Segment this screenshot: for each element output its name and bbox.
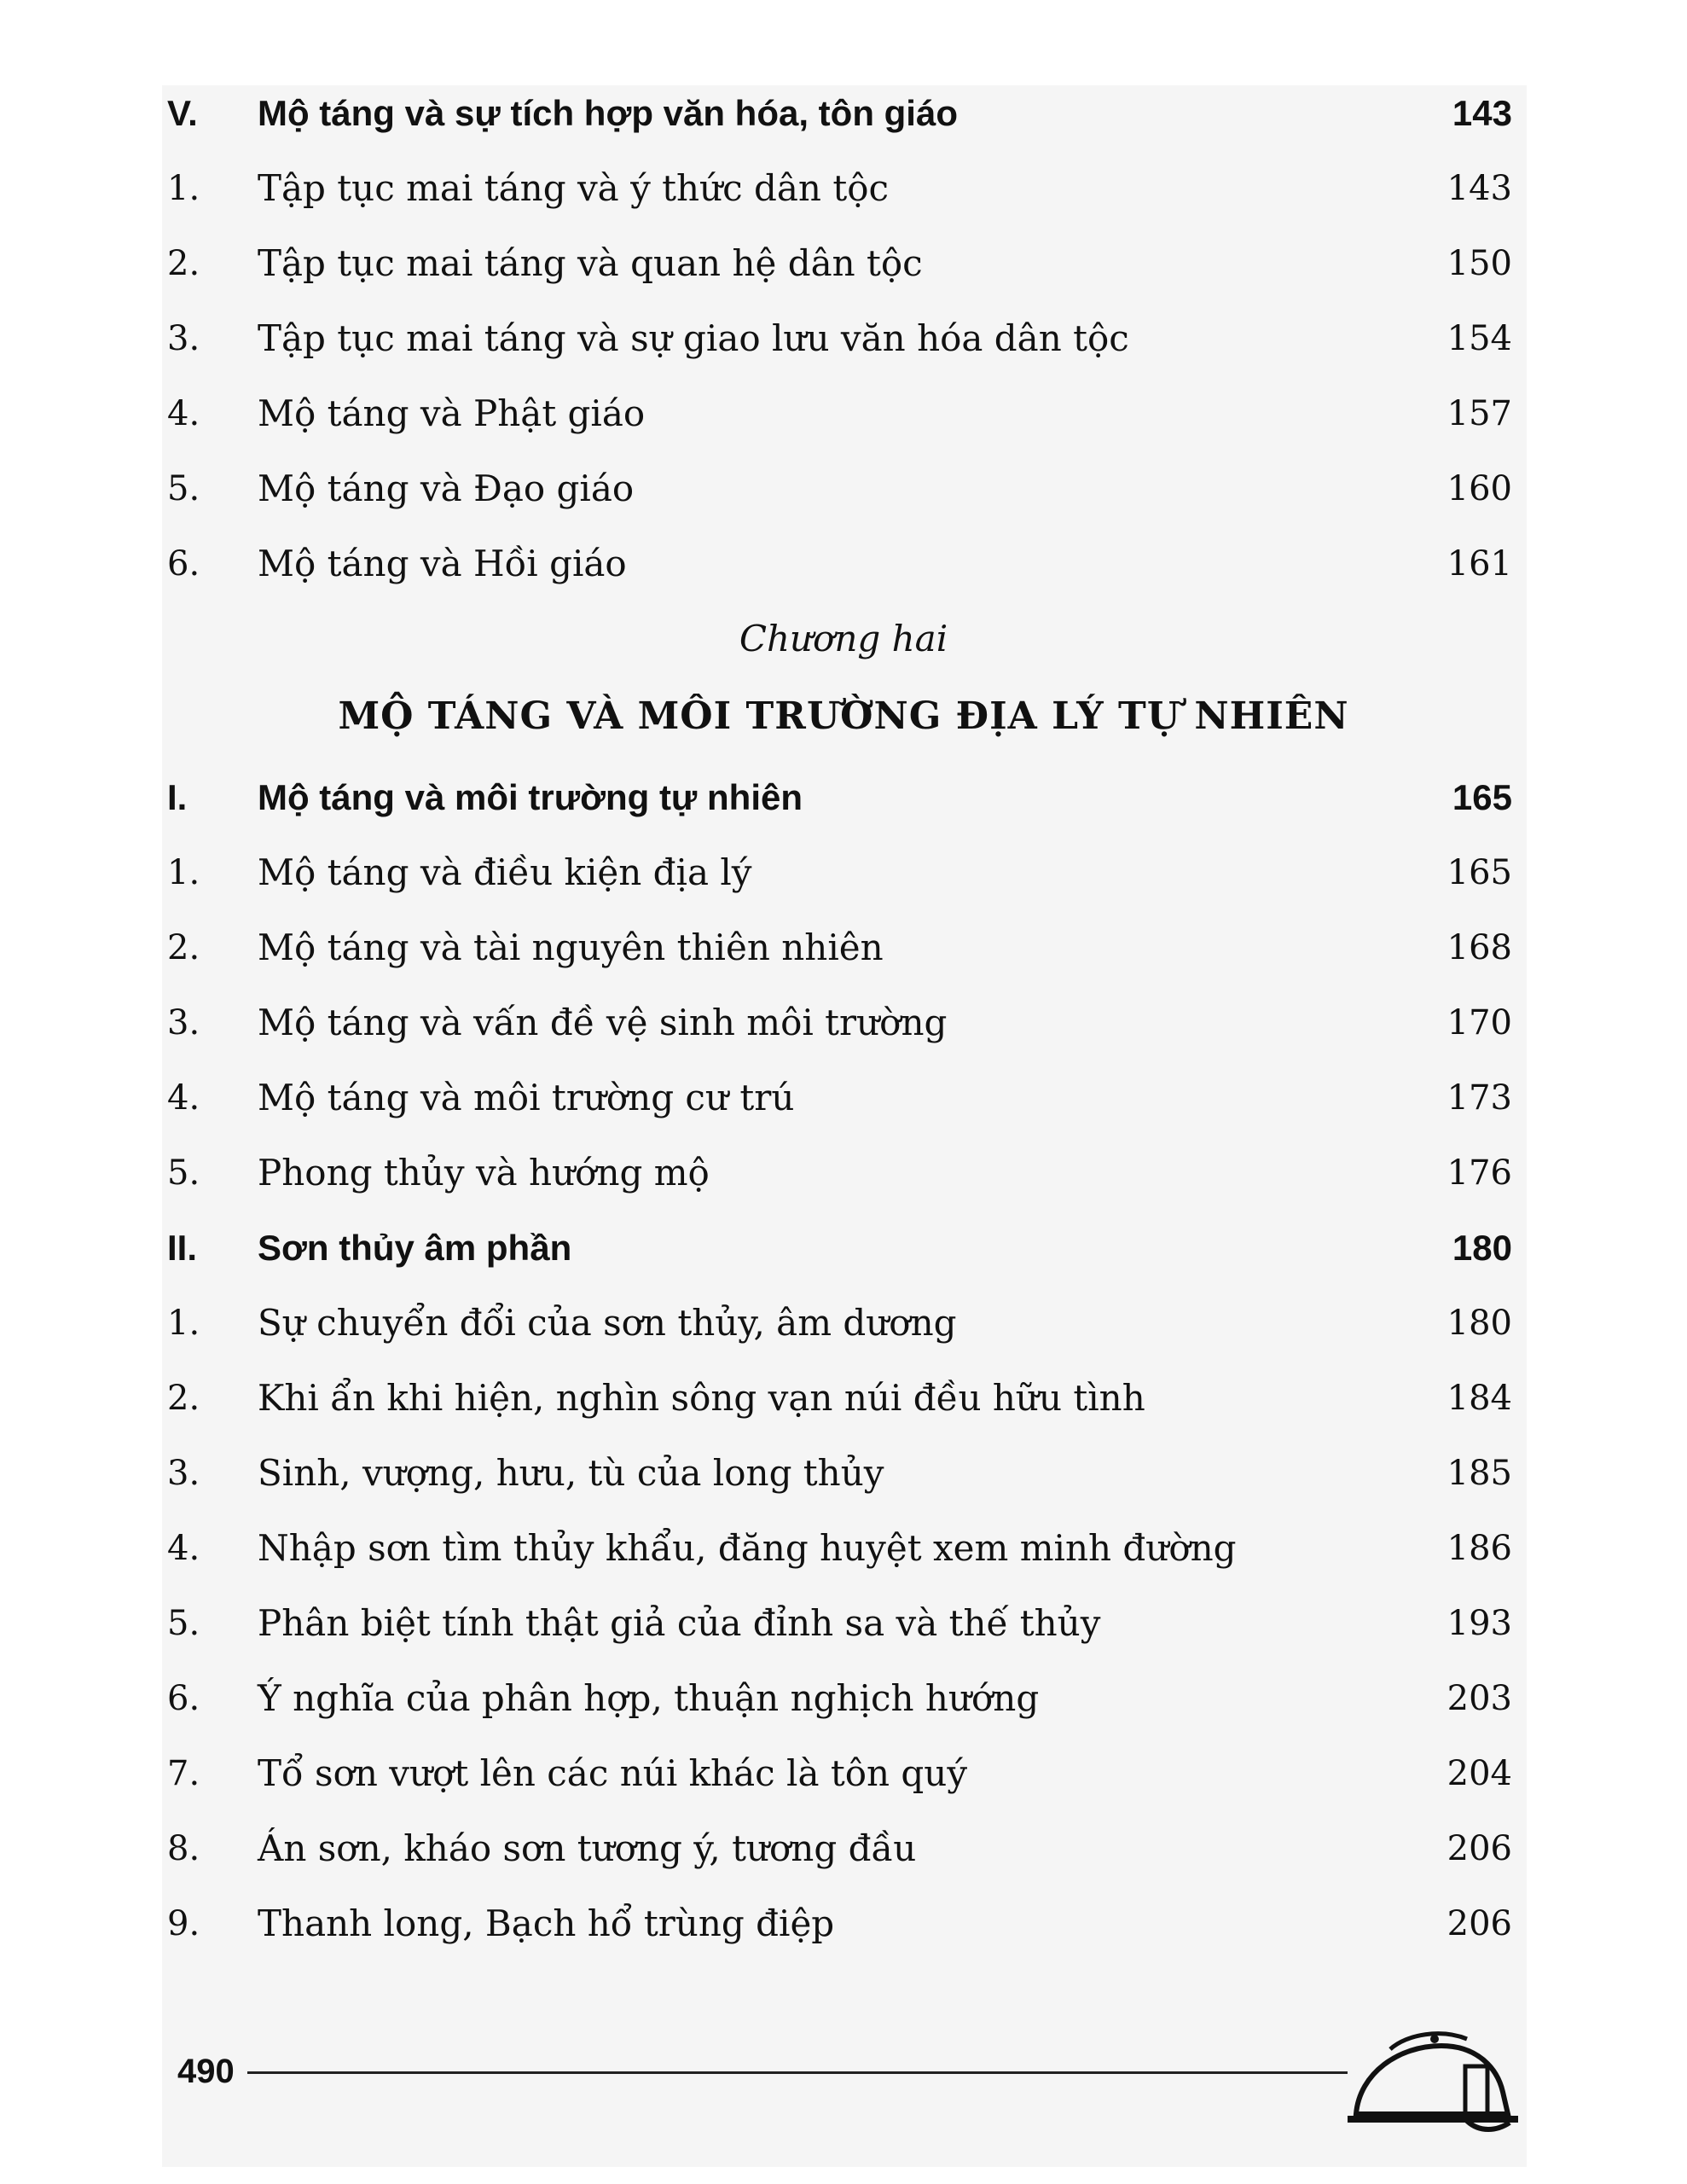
item-number: 1. xyxy=(167,853,200,892)
heading-page: 165 xyxy=(1452,777,1512,817)
item-number: 5. xyxy=(167,1604,200,1643)
heading-title: Sơn thủy âm phần xyxy=(258,1228,572,1268)
item-number: 2. xyxy=(167,1379,200,1418)
item-page: 160 xyxy=(1446,469,1512,508)
item-page: 150 xyxy=(1446,244,1512,283)
item-page: 165 xyxy=(1446,853,1512,892)
item-page: 203 xyxy=(1446,1679,1512,1718)
item-number: 2. xyxy=(167,244,200,283)
item-number: 5. xyxy=(167,1153,200,1193)
heading-page: 180 xyxy=(1452,1228,1512,1268)
item-page: 185 xyxy=(1446,1454,1512,1493)
toc-item[interactable] xyxy=(0,309,1687,369)
item-number: 3. xyxy=(167,1454,200,1493)
heading-page: 143 xyxy=(1452,93,1512,133)
toc-item[interactable] xyxy=(0,993,1687,1053)
item-title: Khi ẩn khi hiện, nghìn sông vạn núi đều hữu tình xyxy=(258,1377,1145,1419)
toc-item[interactable] xyxy=(0,234,1687,293)
item-page: 206 xyxy=(1446,1904,1512,1943)
item-number: 7. xyxy=(167,1754,200,1793)
toc-heading-i[interactable] xyxy=(0,768,1687,828)
item-title: Phong thủy và hướng mộ xyxy=(258,1152,710,1194)
heading-title: Mộ táng và môi trường tự nhiên xyxy=(258,777,803,817)
item-title: Mộ táng và môi trường cư trú xyxy=(258,1077,795,1118)
tomb-mound-icon xyxy=(1339,2013,1527,2150)
item-title: Sinh, vượng, hưu, tù của long thủy xyxy=(258,1452,884,1494)
item-number: 1. xyxy=(167,1304,200,1343)
item-title: Mộ táng và tài nguyên thiên nhiên xyxy=(258,926,884,968)
item-title: Án sơn, kháo sơn tương ý, tương đầu xyxy=(258,1827,917,1869)
toc-heading-ii[interactable] xyxy=(0,1218,1687,1278)
footer-rule xyxy=(247,2071,1348,2074)
item-page: 154 xyxy=(1446,319,1512,358)
item-number: 2. xyxy=(167,928,200,967)
heading-title: Mộ táng và sự tích hợp văn hóa, tôn giáo xyxy=(258,93,958,133)
item-title: Nhập sơn tìm thủy khẩu, đăng huyệt xem minh đường xyxy=(258,1527,1237,1569)
toc-item[interactable] xyxy=(0,1143,1687,1203)
item-title: Mộ táng và vấn đề vệ sinh môi trường xyxy=(258,1002,948,1043)
item-title: Mộ táng và Hồi giáo xyxy=(258,543,627,584)
item-page: 173 xyxy=(1446,1078,1512,1118)
heading-number: V. xyxy=(167,93,198,133)
item-number: 4. xyxy=(167,1078,200,1118)
toc-item[interactable] xyxy=(0,1744,1687,1804)
item-number: 3. xyxy=(167,319,200,358)
toc-item[interactable] xyxy=(0,918,1687,978)
toc-item[interactable] xyxy=(0,1293,1687,1353)
item-page: 186 xyxy=(1446,1529,1512,1568)
item-number: 5. xyxy=(167,469,200,508)
item-title: Tập tục mai táng và ý thức dân tộc xyxy=(258,167,890,209)
item-page: 206 xyxy=(1446,1829,1512,1868)
heading-number: I. xyxy=(167,777,188,817)
item-title: Ý nghĩa của phân hợp, thuận nghịch hướng xyxy=(258,1677,1040,1719)
item-page: 157 xyxy=(1446,394,1512,433)
item-title: Tổ sơn vượt lên các núi khác là tôn quý xyxy=(258,1752,968,1794)
toc-heading-v[interactable] xyxy=(0,84,1687,143)
toc-item[interactable] xyxy=(0,1819,1687,1879)
toc-item[interactable] xyxy=(0,1368,1687,1428)
item-number: 6. xyxy=(167,1679,200,1718)
item-number: 4. xyxy=(167,1529,200,1568)
item-page: 176 xyxy=(1446,1153,1512,1193)
item-number: 4. xyxy=(167,394,200,433)
toc-item[interactable] xyxy=(0,534,1687,594)
item-title: Sự chuyển đổi của sơn thủy, âm dương xyxy=(258,1302,957,1344)
heading-number: II. xyxy=(167,1228,198,1268)
item-page: 180 xyxy=(1446,1304,1512,1343)
item-title: Mộ táng và điều kiện địa lý xyxy=(258,851,752,893)
item-number: 8. xyxy=(167,1829,200,1868)
item-page: 184 xyxy=(1446,1379,1512,1418)
toc-item[interactable] xyxy=(0,1594,1687,1653)
toc-item[interactable] xyxy=(0,384,1687,444)
toc-item[interactable] xyxy=(0,1068,1687,1128)
item-number: 6. xyxy=(167,544,200,584)
item-title: Tập tục mai táng và quan hệ dân tộc xyxy=(258,242,923,284)
item-page: 193 xyxy=(1446,1604,1512,1643)
item-page: 143 xyxy=(1446,169,1512,208)
page-number: 490 xyxy=(177,2053,235,2090)
item-number: 1. xyxy=(167,169,200,208)
item-title: Mộ táng và Phật giáo xyxy=(258,392,646,434)
toc-item[interactable] xyxy=(0,843,1687,903)
item-number: 9. xyxy=(167,1904,200,1943)
toc-item[interactable] xyxy=(0,1519,1687,1578)
item-number: 3. xyxy=(167,1003,200,1043)
item-title: Phân biệt tính thật giả của đỉnh sa và thế thủy xyxy=(258,1602,1101,1644)
item-page: 204 xyxy=(1446,1754,1512,1793)
item-page: 161 xyxy=(1446,544,1512,584)
item-title: Mộ táng và Đạo giáo xyxy=(258,468,635,509)
toc-item[interactable] xyxy=(0,159,1687,218)
toc-item[interactable] xyxy=(0,459,1687,519)
chapter-subtitle: Chương hai xyxy=(739,618,948,659)
chapter-title: MỘ TÁNG VÀ MÔI TRƯỜNG ĐỊA LÝ TỰ NHIÊN xyxy=(338,694,1349,738)
item-page: 168 xyxy=(1446,928,1512,967)
item-title: Tập tục mai táng và sự giao lưu văn hóa dân tộc xyxy=(258,317,1129,359)
toc-item[interactable] xyxy=(0,1894,1687,1954)
item-page: 170 xyxy=(1446,1003,1512,1043)
toc-item[interactable] xyxy=(0,1669,1687,1728)
item-title: Thanh long, Bạch hổ trùng điệp xyxy=(258,1902,835,1944)
toc-item[interactable] xyxy=(0,1443,1687,1503)
